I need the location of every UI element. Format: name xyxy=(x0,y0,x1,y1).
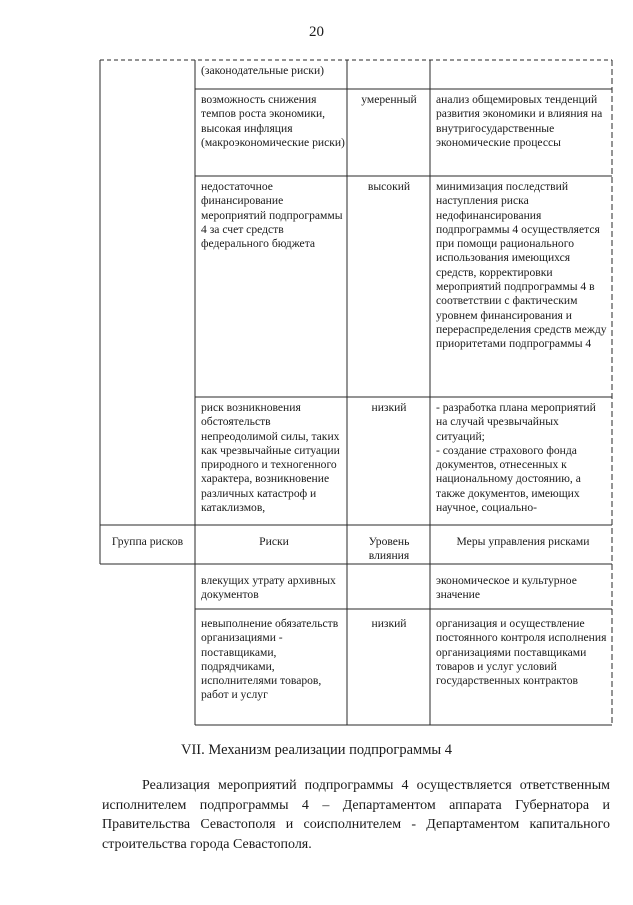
level-cell: низкий xyxy=(371,617,407,630)
risk-cell: недостаточное финансирование мероприятий подпрограммы 4 за счет средств федерального бюджета xyxy=(201,180,343,251)
level-cell: низкий xyxy=(371,401,407,414)
risk-cell: влекущих утрату архивных документов xyxy=(201,574,336,602)
risk-cell: риск возникновения обстоятельств непреодолимой силы, таких как чрезвычайные ситуации природного и техногенного характера, возникновение различных катастроф и катаклизмов, xyxy=(201,401,340,515)
measures-cell: организация и осуществление постоянного контроля исполнения организациями поставщиками товаров и услуг условий государственных контрактов xyxy=(436,617,607,688)
risk-cell: невыполнение обязательств организациями - поставщиками, подрядчиками, исполнителями товаров, работ и услуг xyxy=(201,617,339,702)
body-paragraph: Реализация мероприятий подпрограммы 4 осуществляется ответственным исполнителем подпрограммы 4 – Департаментом аппарата Губернатора и Правительства Севастополя и соисполнителем - Департаментом капитального строительства города Севастополя. xyxy=(102,778,610,852)
risk-cell: возможность снижения темпов роста экономики, высокая инфляция (макроэкономические риски) xyxy=(201,93,345,149)
section-title: VII. Механизм реализации подпрограммы 4 xyxy=(181,742,452,758)
level-cell: умеренный xyxy=(361,93,417,106)
measures-cell: - разработка плана мероприятий на случай чрезвычайных ситуаций; - создание страхового фонда документов, отнесенных к национальному достоянию, а также документов, имеющих научное, социально- xyxy=(436,401,596,515)
measures-cell: экономическое и культурное значение xyxy=(436,574,577,602)
measures-cell: минимизация последствий наступления риска недофинансирования подпрограммы 4 осуществляется при помощи рационального использования имеющихся средств, корректировки мероприятий подпрограммы 4 в соответствии с фактическим уровнем финансирования и перераспределения средств между приоритетами подпрограммы 4 xyxy=(436,180,607,351)
level-cell: высокий xyxy=(367,180,411,193)
header-group: Группа рисков xyxy=(111,535,184,548)
page-number: 20 xyxy=(309,24,324,40)
header-risks: Риски xyxy=(259,535,289,548)
measures-cell: анализ общемировых тенденций развития экономики и влияния на внутригосударственные экономические процессы xyxy=(436,93,603,149)
header-level: Уровень влияния xyxy=(368,535,410,563)
header-measures: Меры управления рисками xyxy=(456,535,590,548)
risk-cell: (законодательные риски) xyxy=(201,64,325,77)
